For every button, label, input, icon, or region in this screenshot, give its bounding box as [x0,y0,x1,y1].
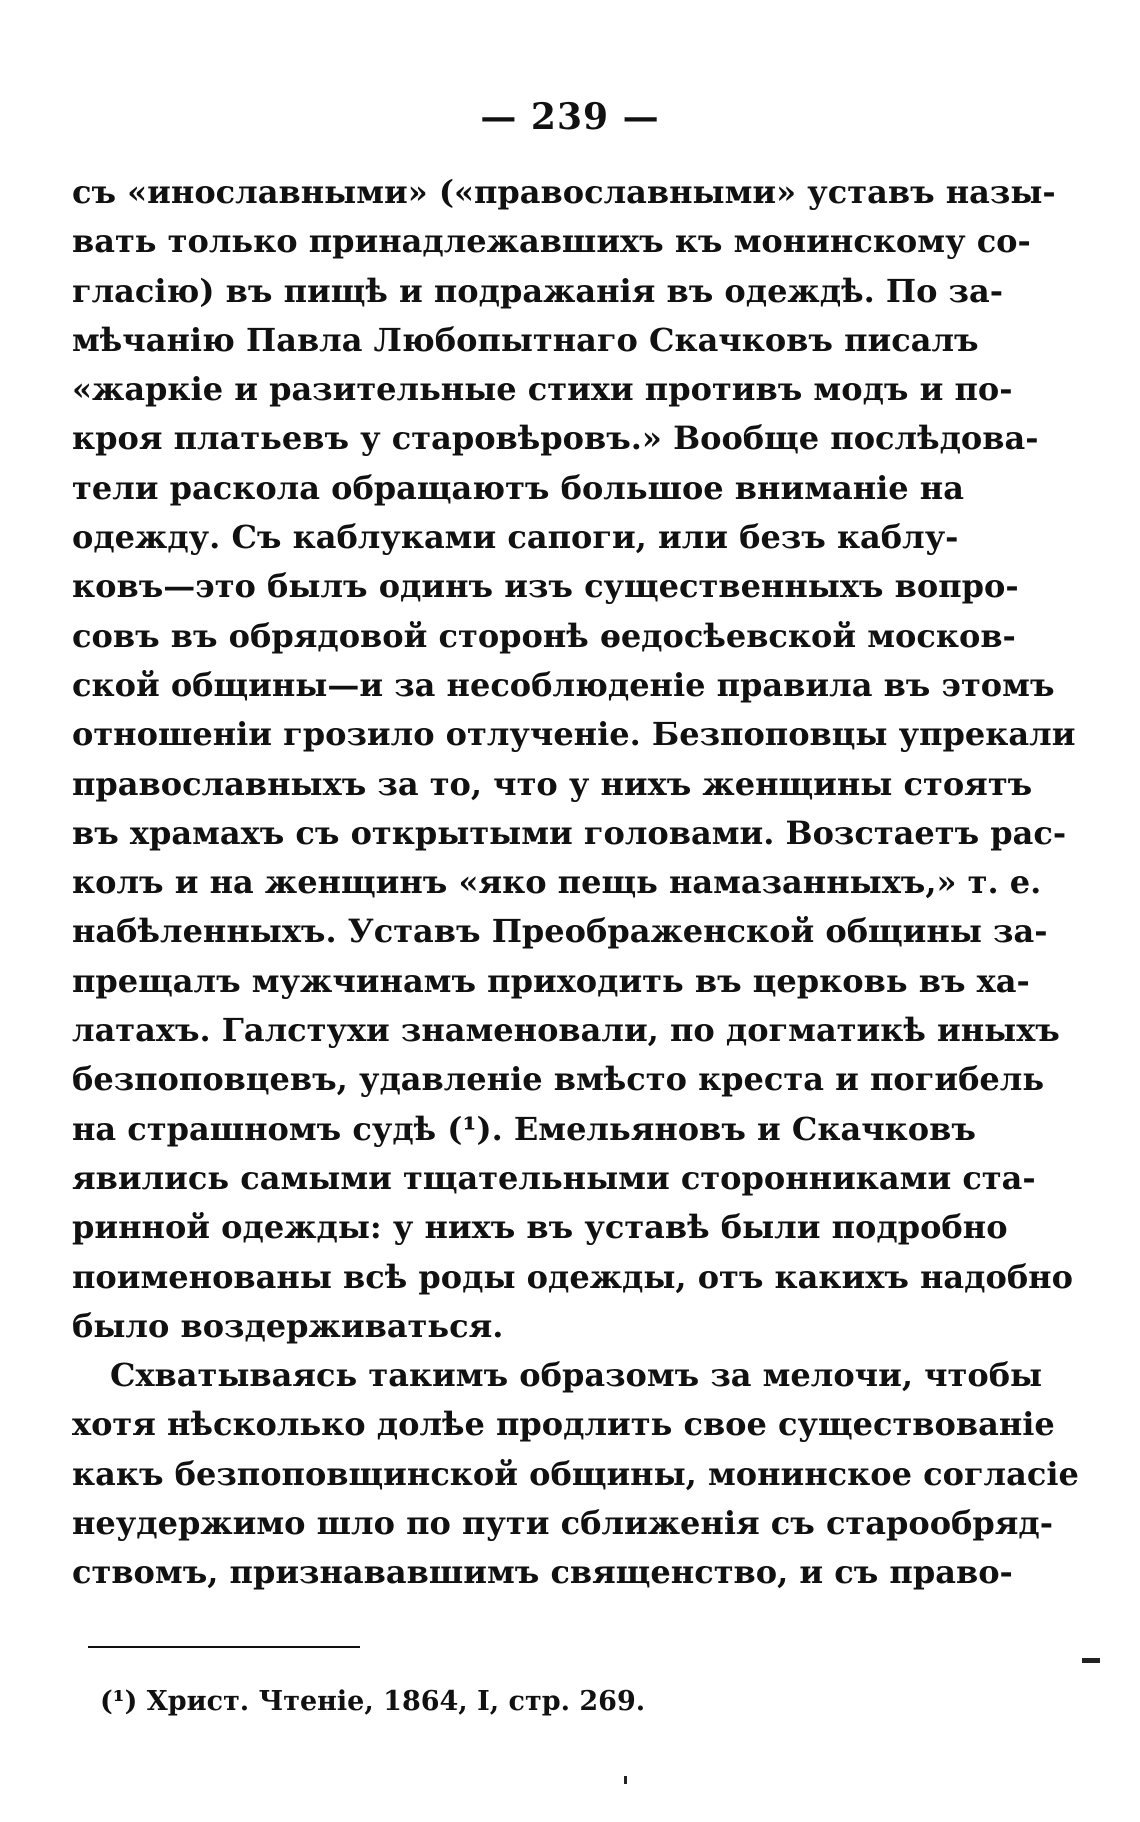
scan-speck [624,1776,627,1784]
text-line: прещалъ мужчинамъ приходить въ церковь въ ха- [72,961,1030,1000]
footnote-divider [88,1646,360,1648]
text-line: было воздерживаться. [72,1306,504,1345]
text-line: съ «инославными» («православными» уставъ назы- [72,173,1056,211]
text-line: ковъ—это былъ одинъ изъ существенныхъ вопро- [72,567,1019,606]
text-line: неудержимо шло по пути сближенія съ старообряд- [72,1504,1054,1543]
text-line: ской общины—и за несоблюденіе правила въ этомъ [72,665,1055,704]
text-line: поименованы всѣ роды одежды, отъ какихъ надобно [72,1257,1073,1296]
text-line: «жаркіе и разительные стихи противъ модъ и по- [72,370,1013,409]
text-line: набѣленныхъ. Уставъ Преображенской общины за- [72,912,1048,951]
text-line: безпоповцевъ, удавленіе вмѣсто креста и погибель [72,1060,1045,1099]
text-line: ствомъ, признававшимъ священство, и съ право- [72,1553,1013,1592]
body-text [72,168,1079,1598]
text-line: Схватываясь такимъ образомъ за мелочи, чтобы [110,1356,1043,1395]
text-line: латахъ. Галстухи знаменовали, по догматикѣ иныхъ [72,1011,1060,1050]
text-line: хотя нѣсколько долѣе продлить свое существованіе [72,1405,1055,1444]
footnote: (¹) Христ. Чтеніе, 1864, I, стр. 269. [100,1686,646,1717]
text-line: какъ безпоповщинской общины, монинское согласіе [72,1454,1079,1493]
page-number: — 239 — [480,96,660,138]
text-line: на страшномъ судѣ (¹). Емельяновъ и Скачковъ [72,1109,976,1148]
text-line: отношеніи грозило отлученіе. Безпоповцы упрекали [72,715,1076,754]
text-line: кроя платьевъ у старовѣровъ.» Вообще послѣдова- [72,419,1039,458]
text-line: мѣчанію Павла Любопытнаго Скачковъ писалъ [72,320,979,359]
text-line: одежду. Съ каблуками сапоги, или безъ каблу- [72,518,959,557]
text-line: гласію) въ пищѣ и подражанія въ одеждѣ. По за- [72,271,1003,310]
text-line: колъ и на женщинъ «яко пещь намазанныхъ,» т. е. [72,863,1042,902]
text-line: православныхъ за то, что у нихъ женщины стоятъ [72,764,1033,803]
text-line: совъ въ обрядовой сторонѣ ѳедосѣевской москов- [72,616,1016,655]
text-line: ринной одежды: у нихъ въ уставѣ были подробно [72,1208,1008,1247]
text-line: вать только принадлежавшихъ къ монинскому со- [72,222,1031,261]
text-line: въ храмахъ съ открытыми головами. Возстаетъ рас- [72,813,1067,852]
text-line: явились самыми тщательными сторонниками ста- [72,1158,1036,1197]
scan-speck [1082,1658,1100,1663]
text-line: тели раскола обращаютъ большое вниманіе на [72,468,964,507]
